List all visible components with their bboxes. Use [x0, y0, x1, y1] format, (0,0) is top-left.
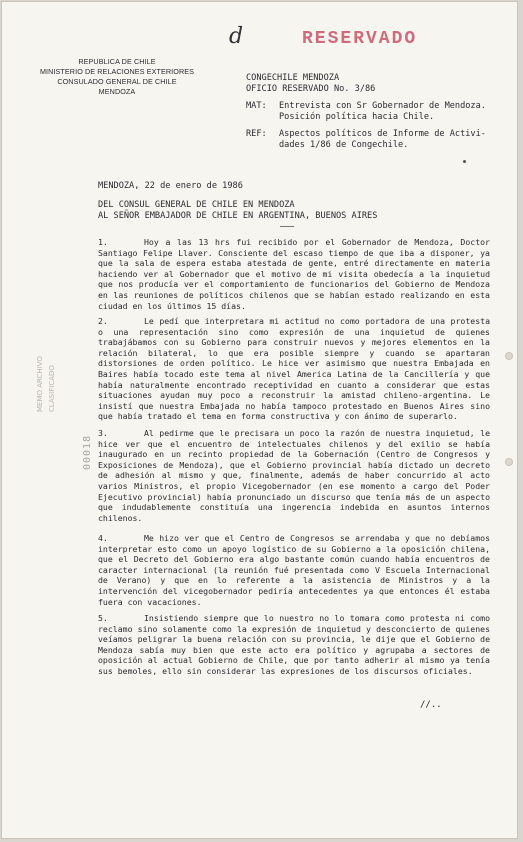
paragraph-number: 4. — [98, 533, 108, 543]
paragraph-4 — [98, 533, 490, 607]
oficio-number: OFICIO RESERVADO No. 3/86 — [246, 84, 376, 94]
paragraph-number: 2. — [98, 316, 108, 326]
letterhead-line: MINISTERIO DE RELACIONES EXTERIORES — [39, 67, 195, 76]
subject-row-cont — [246, 112, 486, 123]
paragraph-5 — [98, 613, 490, 677]
letterhead-line: MENDOZA — [98, 87, 136, 96]
paragraph-text: Me hizo ver que el Centro de Congresos se arrendaba y que no debíamos interpretar esto como un apoyo logístico de su Gobierno a la oposición chilena, que el Decreto del Gobierno era algo bastante común cuando había encuentros de caracter internacional (la reunión fué presentada como V Escuela Internacional de Verano) y que en lo referente a la asistencia de Ministros y a la intervención del vicegobernador pediría antecedentes ya que entonces él estaba fuera con vacaciones. — [98, 533, 490, 607]
paragraph-number: 5. — [98, 613, 108, 623]
paragraph-3 — [98, 428, 490, 523]
paragraph-number: 1. — [98, 237, 108, 247]
paragraph-text: Insistiendo siempre que lo nuestro no lo tomara como protesta ni como reclamo sino solamente como la expresión de inquietud y desconcierto de quienes veíamos peligrar la buena relación con su provincia, le dije que el Gobierno de Mendoza sabía muy bien que este acto era político y agrupaba a sectores de oposición al actual Gobierno de Chile, que por tanto adherir al mismo ya tenía sus bemoles, ello sin considerar las expresiones de los discursos oficiales. — [98, 613, 490, 676]
ref-row — [246, 129, 486, 140]
paragraph-number: 3. — [98, 428, 108, 438]
handwritten-mark: d — [229, 24, 244, 49]
continuation-mark: //.. — [420, 700, 442, 710]
ink-dot — [463, 160, 466, 163]
ref-label: REF: — [246, 129, 267, 139]
reservado-stamp: RESERVADO — [302, 29, 418, 49]
date-line: MENDOZA, 22 de enero de 1986 — [98, 181, 243, 191]
to-line: AL SEÑOR EMBAJADOR DE CHILE EN ARGENTINA, BUENOS AIRES — [98, 211, 378, 221]
paragraph-text: Le pedí que interpretara mi actitud no como portadora de una protesta o una representación sino como expresión de una inquietud de quienes trabajábamos con su Gobierno para construir nuevos y mejores elementos en la relación bilateral, lo que era posible siempre y cuando se apartaran distorsiones de orden político. Le hice ver asimismo que nuestra Embajada en Baires había tocado este tema al nivel America Latina de la Cancillería y que había naturalmente encontrado receptividad en cuanto a considerar que estas situaciones ayudan muy poco a reconstruir la amistad chileno-argentina. Le insistí que nuestra Embajada no había tampoco protestado en Buenos Aires sino que había tratado el tema en forma constructiva y con ánimo de superarlo. — [98, 316, 490, 422]
paragraph-text: Hoy a las 13 hrs fui recibido por el Gobernador de Mendoza, Doctor Santiago Felipe Llaver. Consciente del escaso tiempo de que iba a disponer, ya que la sala de espera estaba atestada de gente, entré directamente en materia haciendo ver al Gobernador que el motivo de mi visita obedecía a la inquietud que nos producía ver el comportamiento de funcionarios del Gobierno de Mendoza en las reuniones de políticos chilenos que se habían estado realizando en esta ciudad en los últimos 15 días. — [98, 237, 490, 311]
document-page — [2, 2, 517, 838]
letterhead-line: CONSULADO GENERAL DE CHILE — [57, 77, 177, 86]
subject-row — [246, 101, 486, 112]
sender-office: CONGECHILE MENDOZA — [246, 73, 340, 83]
ref-text-cont: dades 1/86 de Congechile. — [279, 140, 409, 150]
punch-hole — [505, 352, 513, 360]
letterhead-line: REPUBLICA DE CHILE — [78, 57, 156, 66]
punch-hole — [505, 458, 513, 466]
ref-row-cont — [246, 140, 486, 151]
address-block — [98, 200, 377, 222]
letterhead — [32, 57, 202, 97]
reference-block — [246, 73, 486, 151]
subject-text-cont: Posición política hacia Chile. — [279, 112, 435, 122]
archive-number: 00018 — [82, 434, 93, 470]
from-line: DEL CONSUL GENERAL DE CHILE EN MENDOZA — [98, 200, 295, 210]
divider — [280, 226, 294, 227]
paragraph-1 — [98, 237, 490, 311]
paragraph-2 — [98, 316, 490, 422]
side-note: MEMO ARCHIVO — [36, 356, 44, 412]
subject-text: Entrevista con Sr Gobernador de Mendoza. — [279, 101, 486, 111]
side-note: CLASIFICADO — [48, 365, 56, 412]
subject-label: MAT: — [246, 101, 267, 111]
paragraph-text: Al pedirme que le precisara un poco la razón de nuestra inquietud, le hice ver que el encuentro de intelectuales chilenos y del exilio se había inaugurado en un recinto propiedad de la Gobernación (Centro de Congresos y Exposiciones de Mendoza), que el Gobierno provincial había dictado un decreto de adhesión al mismo y que, finalmente, además de haber concurrido al acto varios Ministros, el propio Vicegobernador (en ese momento a cargo del Poder Ejecutivo provincial) había pronunciado un discurso que tenía más de un aspecto que indudablemente constituía una ingerencia indebida en asuntos internos chilenos. — [98, 428, 490, 523]
ref-text: Aspectos políticos de Informe de Activi- — [279, 129, 486, 139]
